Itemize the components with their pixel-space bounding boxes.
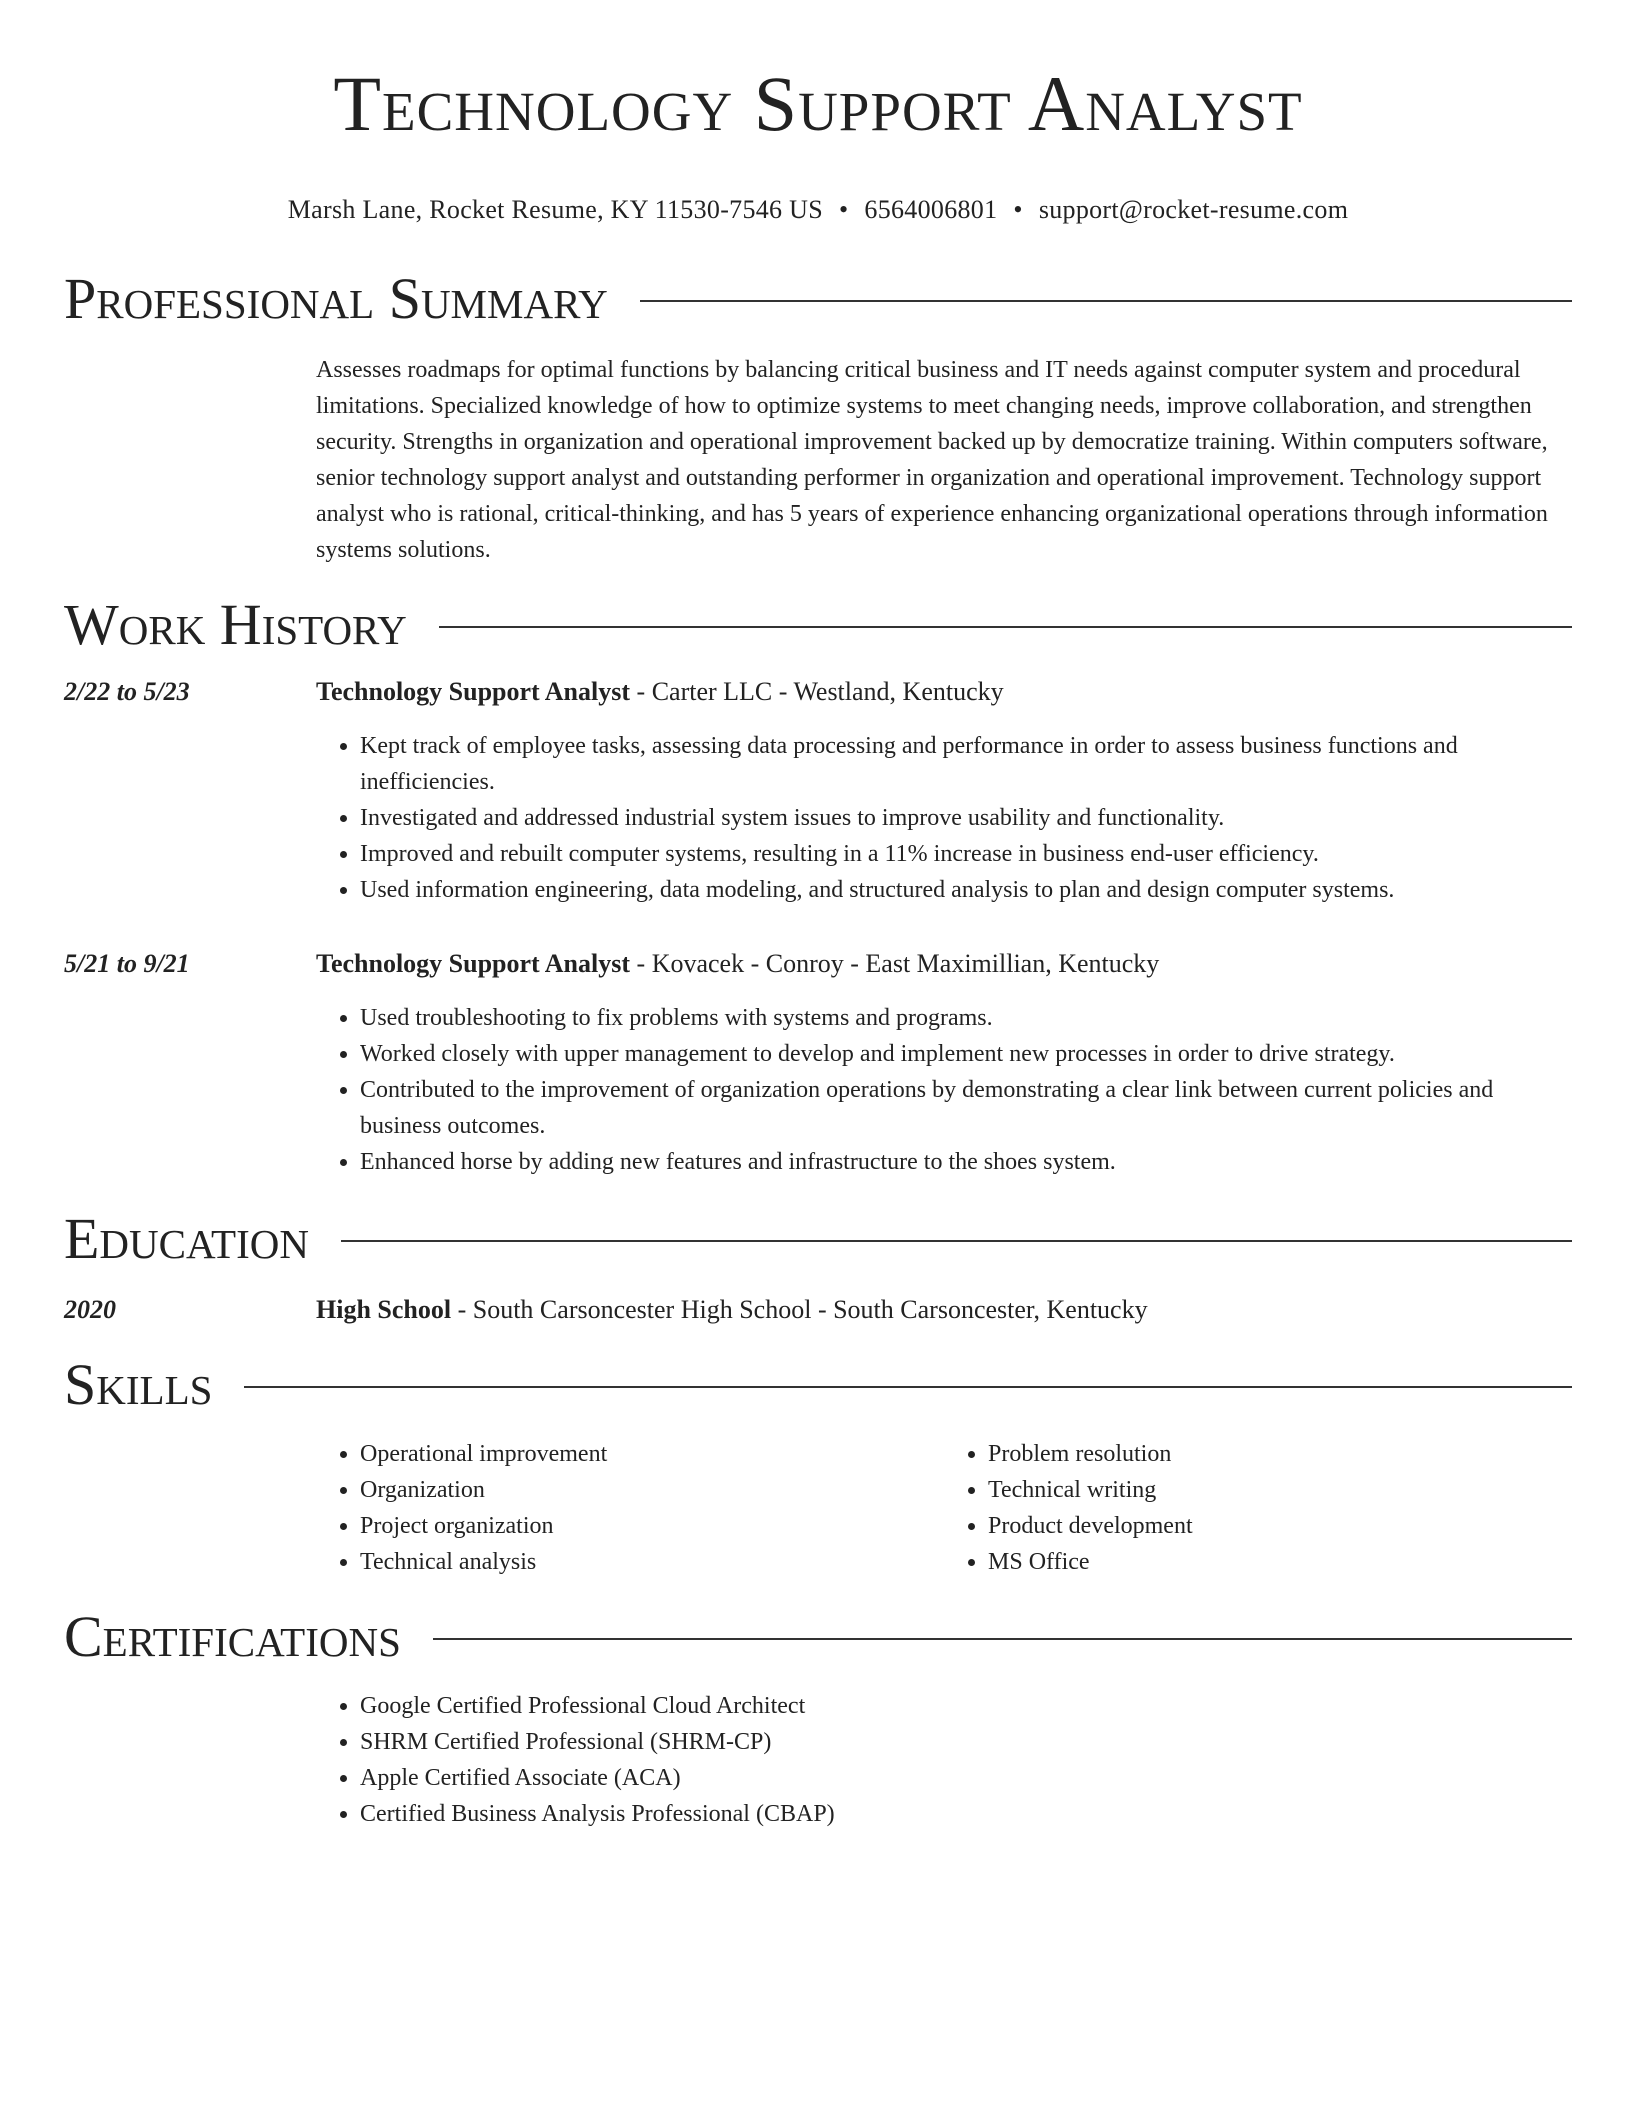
summary-body <box>316 352 1572 568</box>
education-heading: Education <box>64 1206 309 1271</box>
contact-phone: 6564006801 <box>864 195 998 224</box>
job-entry-header <box>64 946 1572 982</box>
summary-text: Assesses roadmaps for optimal functions by balancing critical business and IT needs against computer system and procedural limitations. Specialized knowledge of how to optimize systems to meet changing needs, improve collaboration, and strengthen security. Strengths in organization and operational improvement backed up by democratize training. Within computers software, senior technology support analyst and outstanding performer in organization and operational improvement. Technology support analyst who is rational, critical-thinking, and has 5 years of experience enhancing organizational operations through information systems solutions. <box>316 357 1548 563</box>
skills-list <box>316 1436 1572 1580</box>
job-bullet: • Worked closely with upper management to develop and implement new processes in order to drive strategy. <box>360 1036 1572 1072</box>
job-heading <box>316 946 1572 982</box>
education-details: - South Carsoncester High School - South Carsoncester, Kentucky <box>451 1295 1148 1324</box>
job-entry-header <box>64 674 1572 710</box>
skill-item: • Project organization <box>360 1508 944 1544</box>
education-section-header <box>64 1206 1572 1272</box>
job-bullet: • Improved and rebuilt computer systems, resulting in a 11% increase in business end-user efficiency. <box>360 836 1572 872</box>
certifications-section-header <box>64 1604 1572 1670</box>
section-divider <box>244 1386 1572 1388</box>
skills-column-left <box>316 1436 944 1580</box>
job-bullet: • Used troubleshooting to fix problems with systems and programs. <box>360 1000 1572 1036</box>
job-bullet: • Enhanced horse by adding new features and infrastructure to the shoes system. <box>360 1144 1572 1180</box>
certification-item: • Google Certified Professional Cloud Architect <box>360 1688 1572 1724</box>
section-divider <box>439 626 1572 628</box>
section-divider <box>433 1638 1572 1640</box>
job-bullets <box>316 728 1572 908</box>
job-bullet: • Kept track of employee tasks, assessing data processing and performance in order to assess business functions and inefficiencies. <box>360 728 1572 800</box>
skill-item: • Organization <box>360 1472 944 1508</box>
job-title: Technology Support Analyst <box>316 949 631 978</box>
skill-item: • Technical writing <box>988 1472 1572 1508</box>
summary-section-header <box>64 266 1572 332</box>
certification-item: • SHRM Certified Professional (SHRM-CP) <box>360 1724 1572 1760</box>
job-bullet: • Contributed to the improvement of organization operations by demonstrating a clear link between current policies and business outcomes. <box>360 1072 1572 1144</box>
job-heading <box>316 674 1572 710</box>
certifications-list <box>316 1688 1572 1832</box>
skill-item: • Product development <box>988 1508 1572 1544</box>
certification-item: • Apple Certified Associate (ACA) <box>360 1760 1572 1796</box>
contact-separator: • <box>1013 195 1023 224</box>
work-heading: Work History <box>64 592 407 657</box>
skill-item: • MS Office <box>988 1544 1572 1580</box>
skills-heading: Skills <box>64 1352 213 1417</box>
skill-item: • Technical analysis <box>360 1544 944 1580</box>
education-degree: High School <box>316 1295 452 1324</box>
job-details: - Carter LLC - Westland, Kentucky <box>630 677 1004 706</box>
skills-section-header <box>64 1352 1572 1418</box>
skill-item: • Problem resolution <box>988 1436 1572 1472</box>
section-divider <box>640 300 1572 302</box>
job-bullet: • Investigated and addressed industrial system issues to improve usability and functionality. <box>360 800 1572 836</box>
education-year: 2020 <box>64 1295 116 1324</box>
skills-column-right <box>944 1436 1572 1580</box>
work-section-header <box>64 592 1572 658</box>
contact-separator: • <box>839 195 849 224</box>
contact-address: Marsh Lane, Rocket Resume, KY 11530-7546 US <box>287 195 823 224</box>
summary-heading: Professional Summary <box>64 266 608 331</box>
resume-title: Technology Support Analyst <box>333 60 1303 147</box>
job-title: Technology Support Analyst <box>316 677 631 706</box>
resume-page <box>64 0 1572 1832</box>
job-details: - Kovacek - Conroy - East Maximillian, Kentucky <box>630 949 1160 978</box>
contact-line <box>64 194 1572 226</box>
job-bullet: • Used information engineering, data modeling, and structured analysis to plan and design computer systems. <box>360 872 1572 908</box>
job-bullets <box>316 1000 1572 1180</box>
certifications-heading: Certifications <box>64 1604 401 1669</box>
certification-item: • Certified Business Analysis Professional (CBAP) <box>360 1796 1572 1832</box>
job-dates: 5/21 to 9/21 <box>64 949 190 978</box>
skill-item: • Operational improvement <box>360 1436 944 1472</box>
section-divider <box>341 1240 1572 1242</box>
contact-email: support@rocket-resume.com <box>1038 195 1349 224</box>
job-dates: 2/22 to 5/23 <box>64 677 190 706</box>
education-entry <box>64 1292 1572 1328</box>
education-heading-line <box>316 1292 1572 1328</box>
